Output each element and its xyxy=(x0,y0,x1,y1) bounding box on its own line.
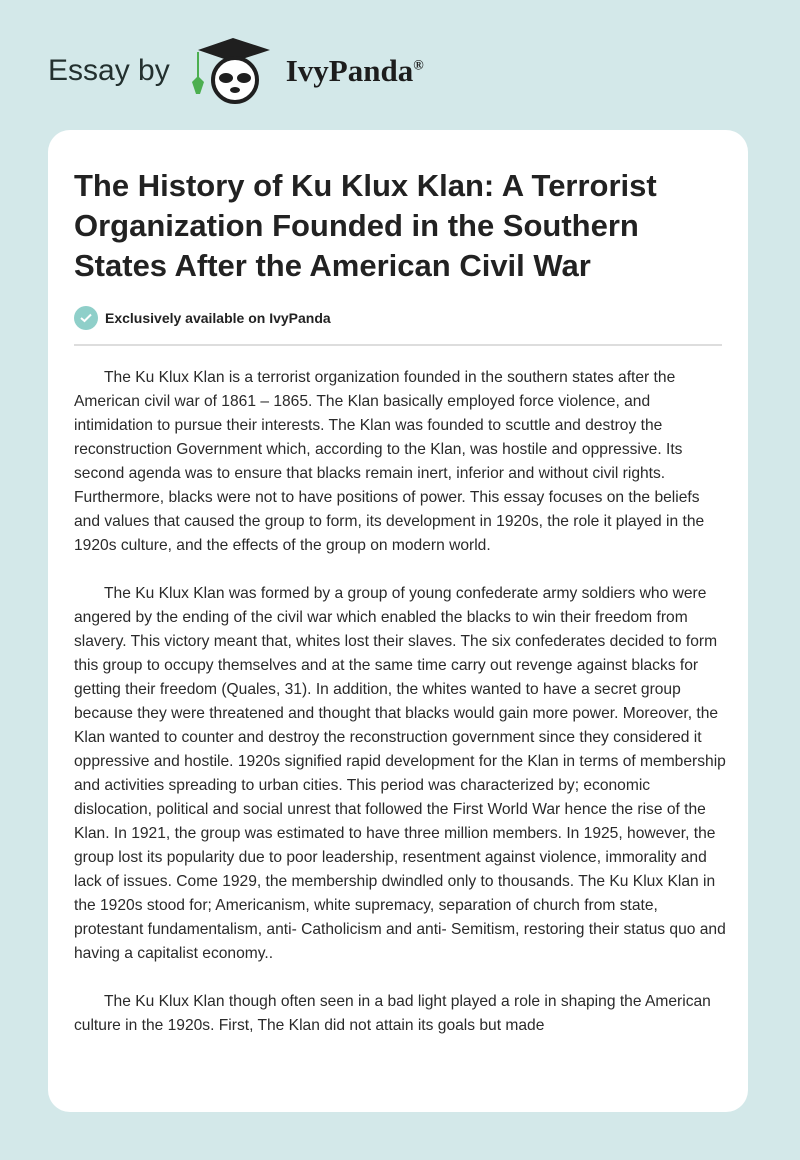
site-header xyxy=(48,36,424,106)
brand-name xyxy=(286,53,424,89)
essay-title: The History of Ku Klux Klan: A Terrorist Organization Founded in the Southern States After the American Civil War xyxy=(74,168,657,283)
badge-text: Exclusively available on IvyPanda xyxy=(105,310,331,326)
ivypanda-logo-icon[interactable] xyxy=(188,36,278,106)
paragraph: The Ku Klux Klan though often seen in a bad light played a role in shaping the American culture in the 1920s. First, The Klan did not attain its goals but made xyxy=(74,993,711,1034)
exclusive-badge xyxy=(74,306,331,330)
essay-by-label: Essay by xyxy=(48,54,170,87)
divider xyxy=(74,344,722,346)
check-icon xyxy=(74,306,98,330)
paragraph: The Ku Klux Klan is a terrorist organization founded in the southern states after the American civil war of 1861 – 1865. The Klan basically employed force violence, and intimidation to pursue their interests. The Klan was founded to scuttle and destroy the reconstruction Government which, according to the Klan, was hostile and oppressive. Its second agenda was to ensure that blacks remain inert, inferior and without civil rights. Furthermore, blacks were not to have positions of power. This essay focuses on the beliefs and values that caused the group to form, its development in 1920s, the role it played in the 1920s culture, and the effects of the group on modern world. xyxy=(74,369,705,554)
essay-card xyxy=(48,130,748,1112)
paragraph: The Ku Klux Klan was formed by a group of young confederate army soldiers who were angered by the ending of the civil war which enabled the blacks to win their freedom from slavery. This victory meant that, whites lost their slaves. The six confederates decided to form this group to occupy themselves and at the same time carry out revenge against blacks for getting their freedom (Quales, 31). In addition, the whites wanted to have a secret group because they were threatened and thought that blacks would gain more power. Moreover, the Klan wanted to counter and destroy the reconstruction government since they considered it oppressive and hostile. 1920s signified rapid development for the Klan in terms of membership and activities spreading to urban cities. This period was characterized by; economic dislocation, political and social unrest that followed the First World War hence the rise of the Klan. In 1921, the group was estimated to have three million members. In 1925, however, the group lost its popularity due to poor leadership, resentment against violence, immorality and lack of issues. Come 1929, the membership dwindled only to thousands. The Ku Klux Klan in the 1920s stood for; Americanism, white supremacy, separation of church from state, protestant fundamentalism, anti- Catholicism and anti- Semitism, restoring their status quo and having a capitalist economy.. xyxy=(74,585,726,962)
essay-body xyxy=(74,366,726,1062)
registered-mark: ® xyxy=(413,58,424,74)
brand-text: IvyPanda xyxy=(285,53,414,88)
